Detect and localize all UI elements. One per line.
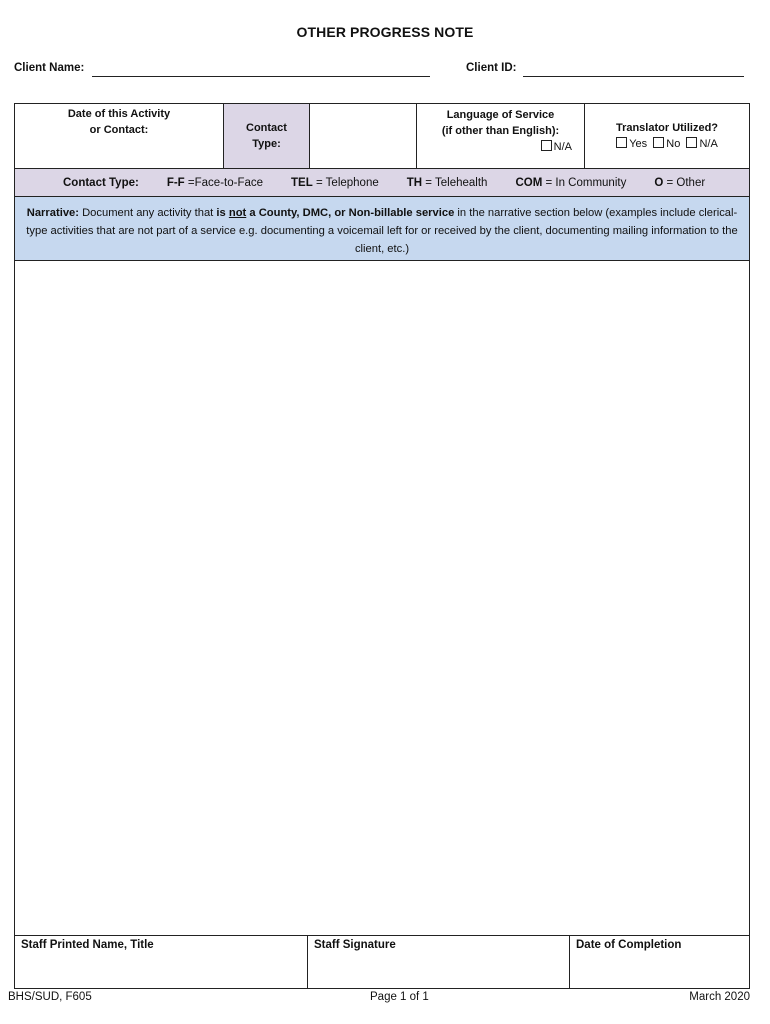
- contact-type-legend: [14, 168, 750, 197]
- translator-na-label: N/A: [699, 138, 718, 150]
- date-of-activity-cell[interactable]: [15, 104, 224, 168]
- contact-type-input-cell[interactable]: [310, 104, 417, 168]
- narrative-instructions: [14, 196, 750, 261]
- narrative-label: Narrative:: [26, 207, 79, 219]
- narrative-text-1: Document any activity that: [82, 207, 214, 219]
- footer-date: March 2020: [689, 991, 750, 1003]
- client-id-field[interactable]: [523, 76, 744, 77]
- narrative-bold-service: a County, DMC, or Non-billable service: [249, 207, 455, 219]
- legend-desc-o: = Other: [666, 176, 706, 189]
- client-info-row: [14, 62, 756, 80]
- narrative-text-2: in the narrative section below (examples include clerical-type activities that are not part of a service e.g. documenting a voicemail left for or received by the client, documenting mailing information to the client, etc.): [26, 207, 738, 255]
- legend-code-o: O: [654, 176, 664, 189]
- legend-code-tel: TEL: [291, 176, 313, 189]
- date-label-line2: or Contact:: [89, 124, 149, 136]
- date-of-completion-cell[interactable]: [570, 936, 749, 988]
- language-of-service-cell[interactable]: [417, 104, 585, 168]
- language-na-checkbox[interactable]: [541, 140, 552, 151]
- form-title: OTHER PROGRESS NOTE: [296, 24, 474, 40]
- page-footer: [8, 991, 750, 1007]
- narrative-bold-is: is: [216, 207, 226, 219]
- narrative-underline-not: not: [228, 207, 247, 219]
- translator-no-checkbox[interactable]: [653, 137, 664, 148]
- translator-yes-checkbox[interactable]: [616, 137, 627, 148]
- staff-signature-label: Staff Signature: [314, 939, 396, 951]
- contact-label-line2: Type:: [252, 138, 281, 150]
- contact-label-line1: Contact: [246, 122, 287, 134]
- date-label-line1: Date of this Activity: [67, 108, 171, 120]
- footer-form-code: BHS/SUD, F605: [8, 991, 92, 1003]
- staff-printed-name-label: Staff Printed Name, Title: [21, 939, 154, 951]
- legend-desc-th: = Telehealth: [425, 176, 488, 189]
- translator-cell: [585, 104, 749, 168]
- client-name-field[interactable]: [92, 76, 430, 77]
- legend-desc-com: = In Community: [545, 176, 627, 189]
- language-label-line1: Language of Service: [446, 109, 555, 121]
- signature-table: [14, 935, 750, 989]
- translator-options: [585, 136, 749, 152]
- translator-yes-label: Yes: [629, 138, 648, 150]
- activity-header-table: [14, 103, 750, 169]
- legend-code-ff: F-F: [166, 176, 185, 189]
- contact-type-legend-label: Contact Type:: [63, 176, 139, 189]
- legend-desc-tel: = Telephone: [315, 176, 379, 189]
- staff-signature-cell[interactable]: [308, 936, 570, 988]
- date-of-completion-label: Date of Completion: [576, 939, 682, 951]
- client-id-label: Client ID:: [466, 62, 517, 74]
- staff-printed-name-cell[interactable]: [15, 936, 308, 988]
- translator-label: Translator Utilized?: [615, 122, 719, 134]
- narrative-text-area[interactable]: [14, 260, 750, 936]
- client-name-label: Client Name:: [14, 62, 85, 74]
- legend-desc-ff: =Face-to-Face: [187, 176, 264, 189]
- language-na-option[interactable]: N/A: [541, 139, 584, 155]
- legend-code-com: COM: [515, 176, 543, 189]
- contact-type-label-cell: [224, 104, 310, 168]
- translator-na-checkbox[interactable]: [686, 137, 697, 148]
- legend-code-th: TH: [406, 176, 423, 189]
- translator-no-label: No: [666, 138, 681, 150]
- language-label-line2: (if other than English):: [441, 125, 560, 137]
- footer-page-number: Page 1 of 1: [370, 991, 429, 1003]
